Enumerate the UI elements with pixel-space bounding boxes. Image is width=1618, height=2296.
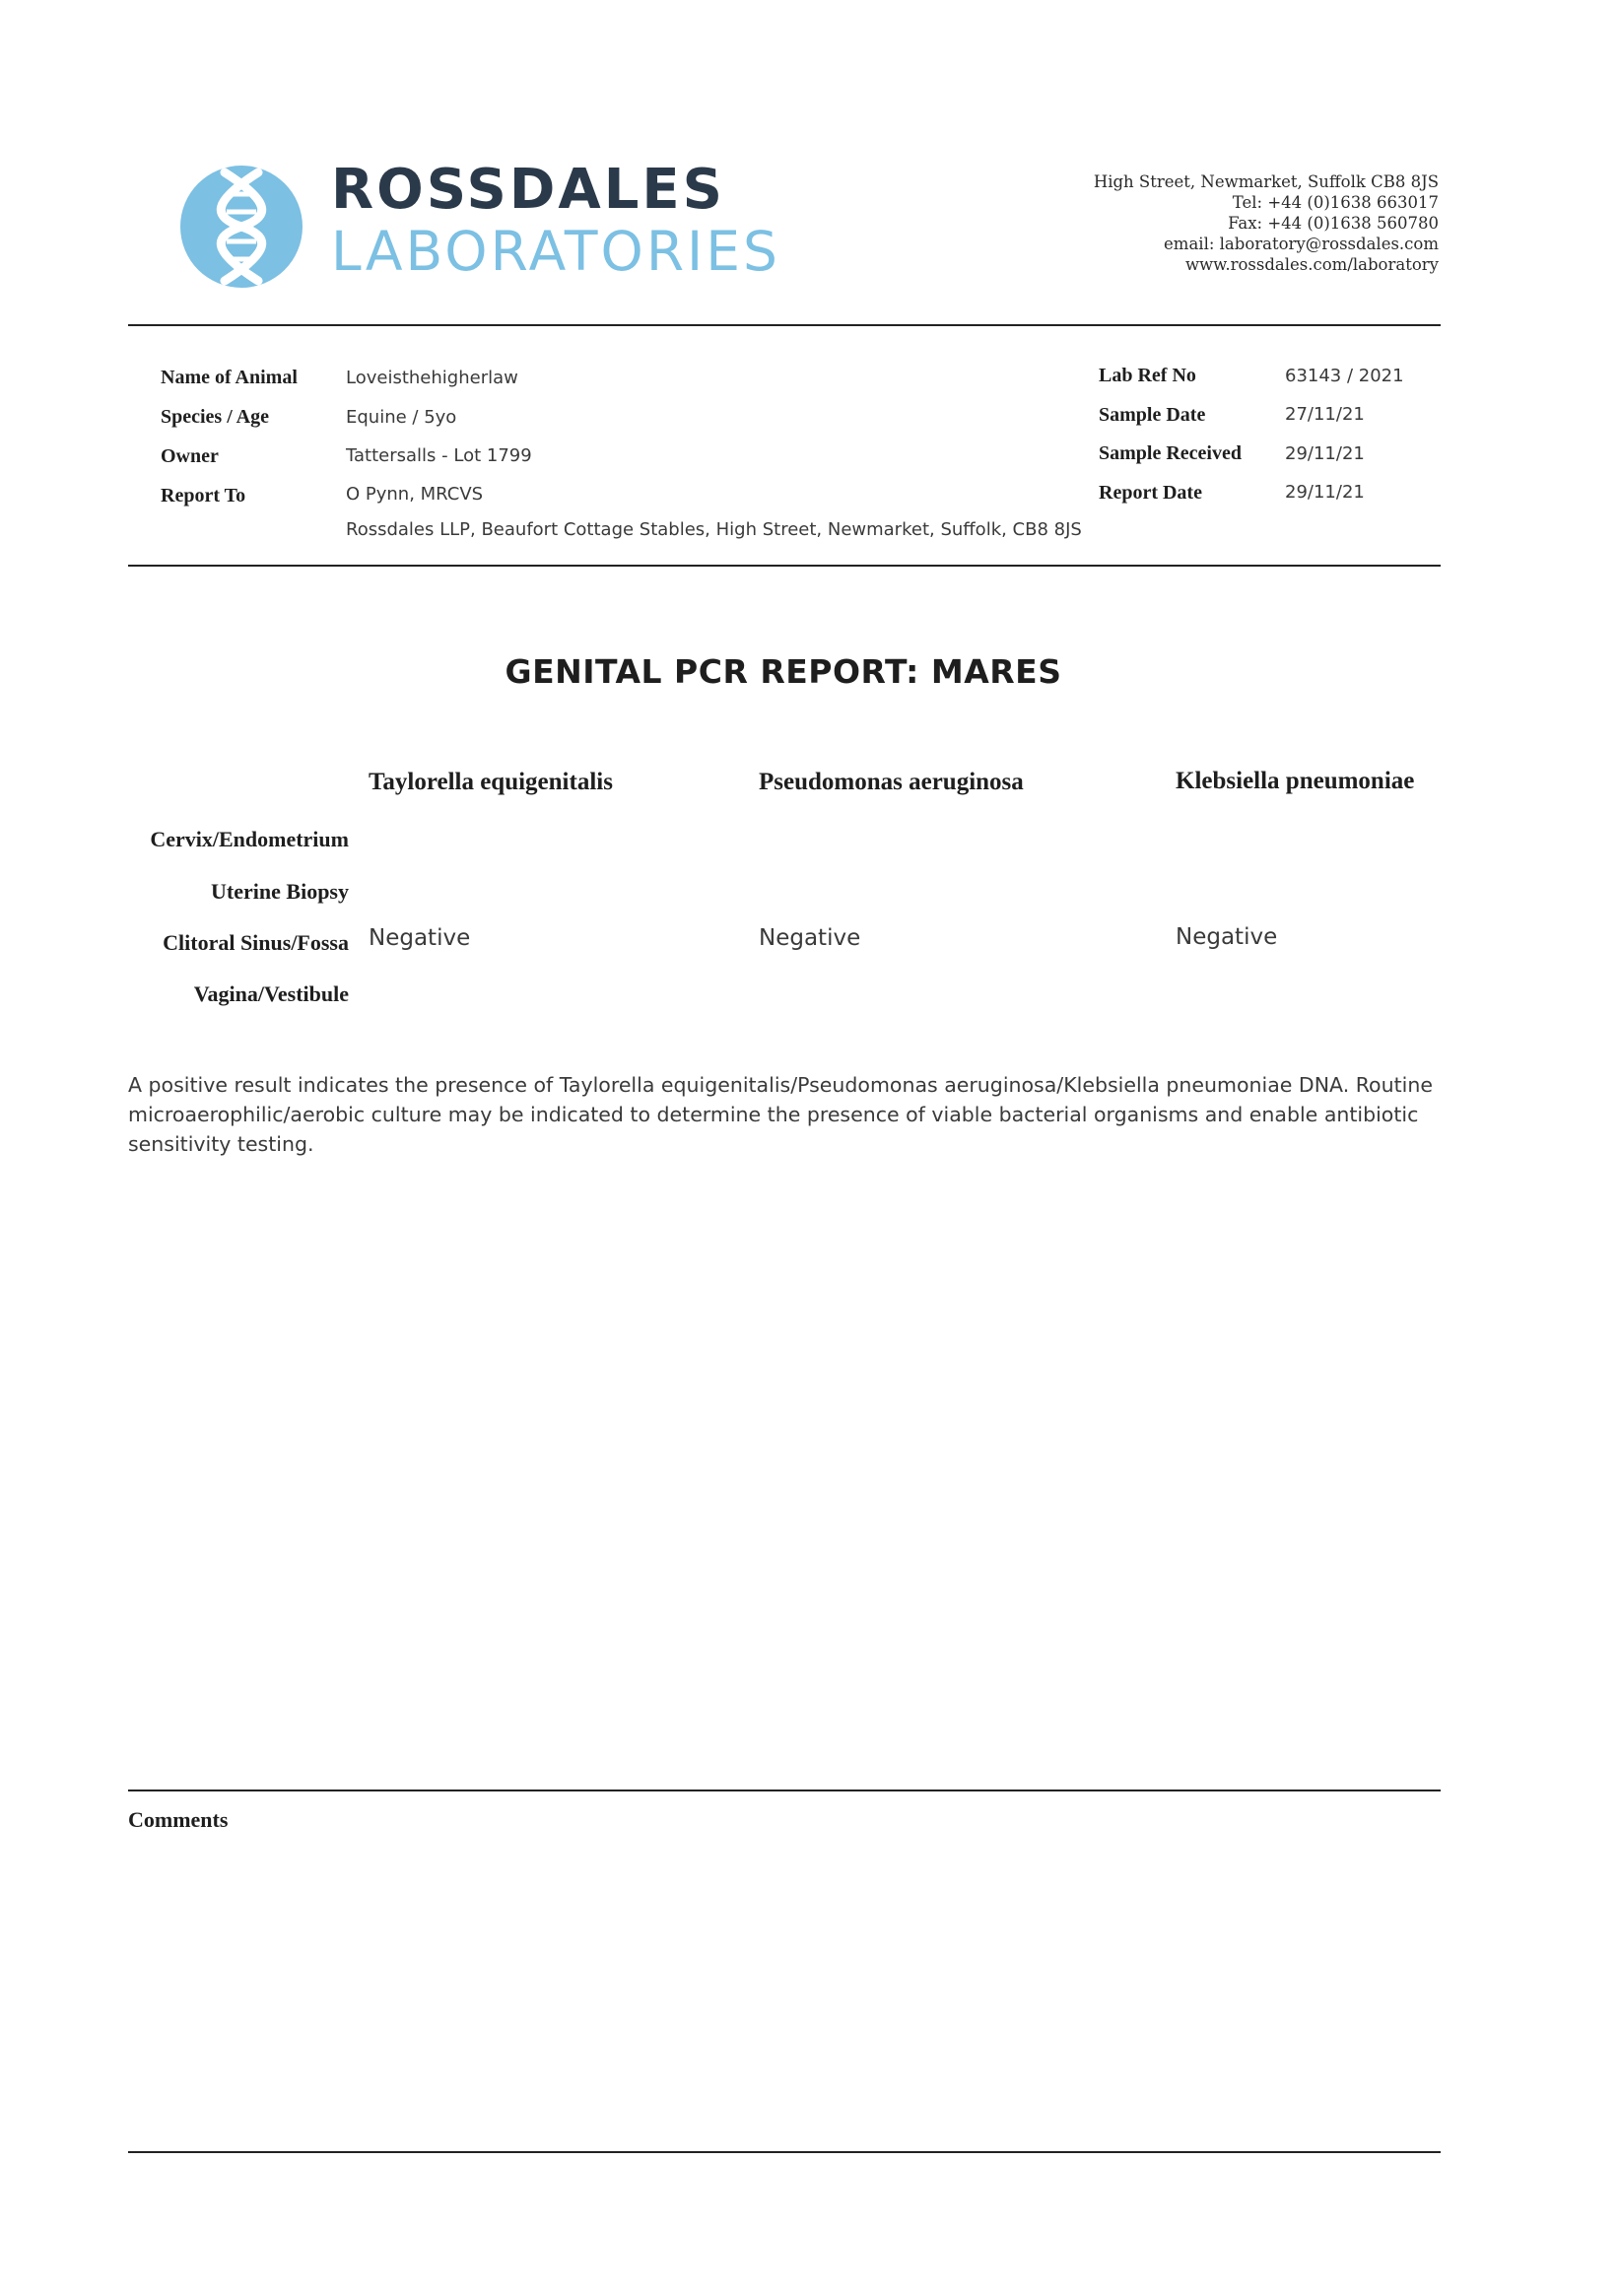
divider-top: [128, 324, 1441, 326]
dna-helix-icon: [177, 163, 305, 291]
comments-label: Comments: [128, 1807, 229, 1832]
name-of-animal-label: Name of Animal: [161, 367, 298, 388]
row-label: Vagina/Vestibule: [193, 981, 349, 1006]
divider-comments: [128, 1790, 1441, 1791]
report-to-value: O Pynn, MRCVS: [346, 484, 484, 505]
result-cell: Negative: [759, 925, 861, 951]
column-heading: Klebsiella pneumoniae: [1176, 768, 1415, 794]
species-age-value: Equine / 5yo: [346, 407, 457, 428]
lab-ref-value: 63143 / 2021: [1285, 366, 1404, 386]
sample-received-label: Sample Received: [1099, 442, 1242, 464]
species-age-label: Species / Age: [161, 406, 269, 428]
report-date-label: Report Date: [1099, 482, 1202, 504]
row-label: Cervix/Endometrium: [150, 827, 349, 851]
email-line: email: laboratory@rossdales.com: [1164, 235, 1439, 253]
report-title: GENITAL PCR REPORT: MARES: [505, 652, 1062, 691]
owner-value: Tattersalls - Lot 1799: [346, 445, 532, 466]
owner-label: Owner: [161, 445, 219, 467]
logo: [177, 163, 305, 291]
divider-bottom: [128, 2151, 1441, 2153]
brand-subtitle: LABORATORIES: [331, 220, 780, 283]
lab-ref-label: Lab Ref No: [1099, 365, 1196, 386]
row-label: Uterine Biopsy: [211, 879, 349, 904]
brand-name: ROSSDALES: [331, 158, 725, 222]
column-heading: Pseudomonas aeruginosa: [759, 769, 1024, 795]
sample-received-value: 29/11/21: [1285, 443, 1365, 464]
sample-date-label: Sample Date: [1099, 404, 1206, 426]
report-to-address: Rossdales LLP, Beaufort Cottage Stables, High Street, Newmarket, Suffolk, CB8 8JS: [346, 519, 1082, 540]
address-block: [1094, 171, 1439, 275]
result-cell: Negative: [369, 925, 471, 951]
fax-line: Fax: +44 (0)1638 560780: [1228, 214, 1439, 233]
report-date-value: 29/11/21: [1285, 482, 1365, 503]
web-line: www.rossdales.com/laboratory: [1184, 255, 1439, 274]
divider-info: [128, 565, 1441, 567]
result-cell: Negative: [1176, 924, 1278, 950]
interpretation-note: A positive result indicates the presence of Taylorella equigenitalis/Pseudomonas aeruginosa/Klebsiella pneumoniae DNA. Routine microaerophilic/aerobic culture may be indicated to determine the presence of viable bacterial organisms and enable antibiotic sensitivity testing.: [128, 1073, 1433, 1156]
name-of-animal-value: Loveisthehigherlaw: [346, 368, 518, 388]
tel-line: Tel: +44 (0)1638 663017: [1232, 193, 1439, 212]
column-heading: Taylorella equigenitalis: [369, 769, 613, 795]
sample-date-value: 27/11/21: [1285, 404, 1365, 425]
report-to-label: Report To: [161, 485, 246, 506]
address-line: High Street, Newmarket, Suffolk CB8 8JS: [1093, 172, 1439, 191]
row-label: Clitoral Sinus/Fossa: [163, 930, 349, 955]
